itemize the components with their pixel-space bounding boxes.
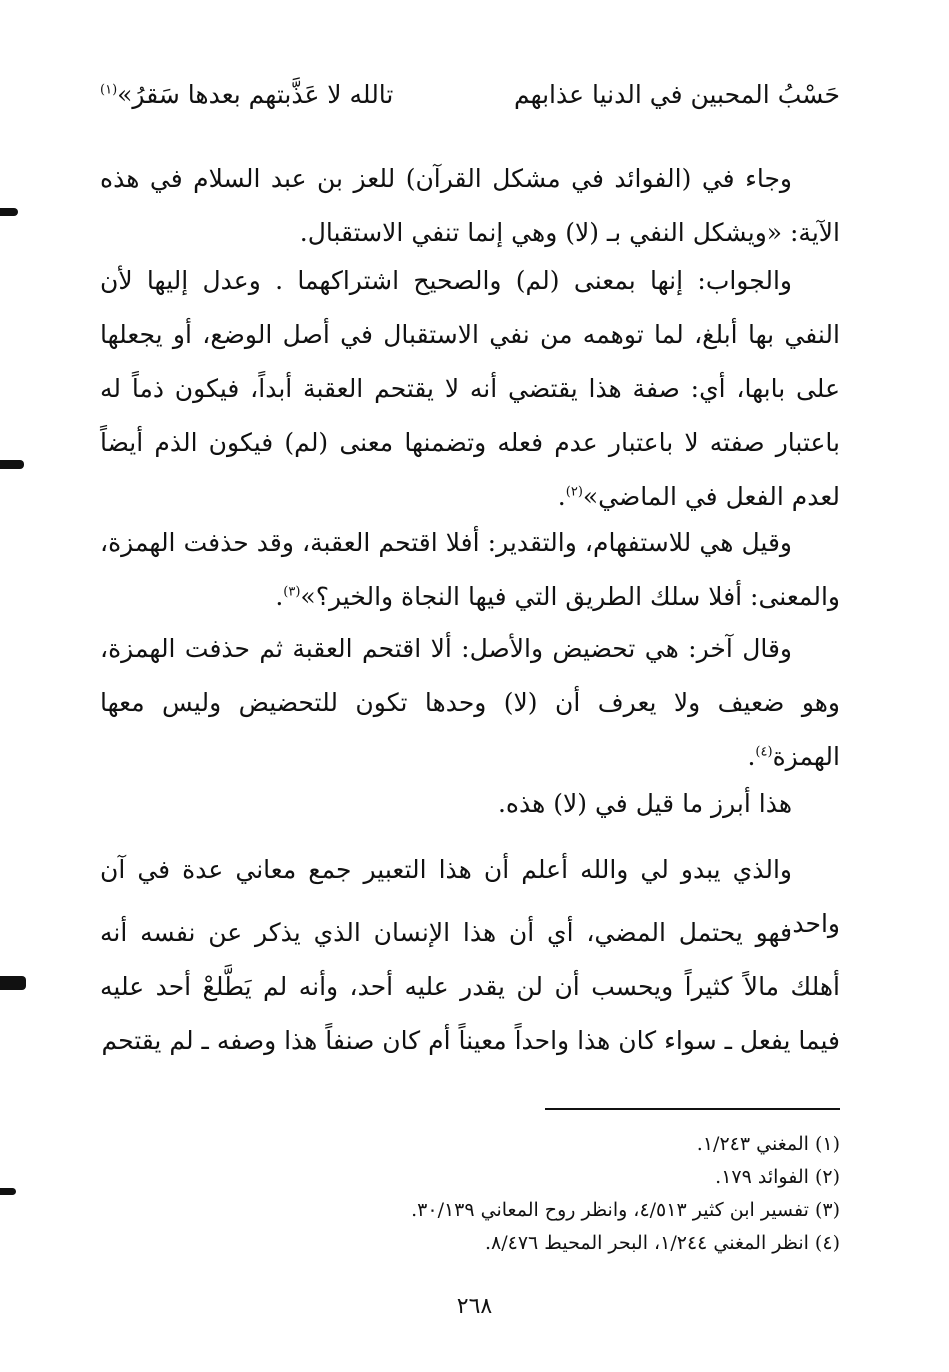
paragraph-tail: .	[747, 742, 756, 771]
footnote-ref-4: (٤)	[755, 744, 773, 760]
paragraph-text: وجاء في (الفوائد في مشكل القرآن) للعز بن عبد السلام في هذه الآية: «ويشكل النفي بـ (لا) وهي إنما تنفي الاستقبال.	[100, 164, 840, 247]
poetry-verse	[100, 68, 840, 122]
verse-first-hemistich: حَسْبُ المحبين في الدنيا عذابهم	[513, 80, 840, 109]
paragraph-summary	[100, 777, 840, 831]
paragraph-tail: .	[275, 582, 284, 611]
footnote-2: (٢) الفوائد ١٧٩.	[715, 1166, 840, 1188]
footnote-divider	[545, 1108, 840, 1110]
verse-second-hemistich-text: تالله لا عَذَّبتهم بعدها سَقرُ»	[117, 80, 394, 109]
footnote-ref-3: (٣)	[283, 584, 301, 600]
scan-edge-mark	[0, 208, 18, 216]
page-number: ٢٦٨	[456, 1294, 493, 1319]
paragraph-tail: .	[557, 482, 566, 511]
paragraph-past-meaning	[100, 906, 840, 1068]
footnotes	[100, 1128, 840, 1260]
footnote-4: (٤) انظر المغني ١/٢٤٤، البحر المحيط ٨/٤٧٦.	[484, 1232, 840, 1254]
paragraph-text: والذي يبدو لي والله أعلم أن هذا التعبير جمع معاني عدة في آن واحد.	[100, 855, 840, 938]
paragraph-text: والجواب: إنها بمعنى (لم) والصحيح اشتراكهما . وعدل إليها لأن النفي بها أبلغ، لما توهمه من نفي الاستقبال في أصل الوضع، أو يجعلها على بابها، أي: صفة هذا يقتضي أنه لا يقتحم العقبة أبداً، فيكون ذماً له باعتبار صفته لا باعتبار عدم فعله وتضمنها معنى (لم) فيكون الذم أيضاً لعدم الفعل في الماضي»	[100, 266, 840, 511]
footnote-3: (٣) تفسير ابن كثير ٤/٥١٣، وانظر روح المعاني ٣٠/١٣٩.	[411, 1199, 840, 1221]
paragraph-text: وقال آخر: هي تحضيض والأصل: ألا اقتحم العقبة ثم حذفت الهمزة، وهو ضعيف ولا يعرف أن (لا) وحدها تكون للتحضيض وليس معها الهمزة	[100, 634, 840, 771]
scan-edge-mark	[0, 976, 26, 990]
verse-second-hemistich	[100, 68, 393, 122]
footnote-ref-2: (٢)	[565, 484, 583, 500]
scan-edge-mark	[0, 460, 24, 469]
paragraph-text: هذا أبرز ما قيل في (لا) هذه.	[497, 789, 792, 818]
footnote-ref-1: (١)	[100, 82, 118, 98]
scan-edge-mark	[0, 1188, 16, 1195]
paragraph-text: وقيل هي للاستفهام، والتقدير: أفلا اقتحم العقبة، وقد حذفت الهمزة، والمعنى: أفلا سلك الطريق التي فيها النجاة والخير؟»	[100, 528, 840, 611]
footnote-1: (١) المغني ١/٢٤٣.	[696, 1133, 840, 1155]
paragraph-istifham	[100, 516, 840, 624]
paragraph-fawaid	[100, 152, 840, 260]
paragraph-answer	[100, 254, 840, 524]
paragraph-tahdid	[100, 622, 840, 784]
paragraph-text: فهو يحتمل المضي، أي أن هذا الإنسان الذي يذكر عن نفسه أنه أهلك مالاً كثيراً ويحسب أن لن يقدر عليه أحد، وأنه لم يَطَّلعْ أحد عليه فيما يفعل ـ سواء كان هذا واحداً معيناً أم كان صنفاً هذا وصفه ـ لم يقتحم	[100, 918, 840, 1055]
